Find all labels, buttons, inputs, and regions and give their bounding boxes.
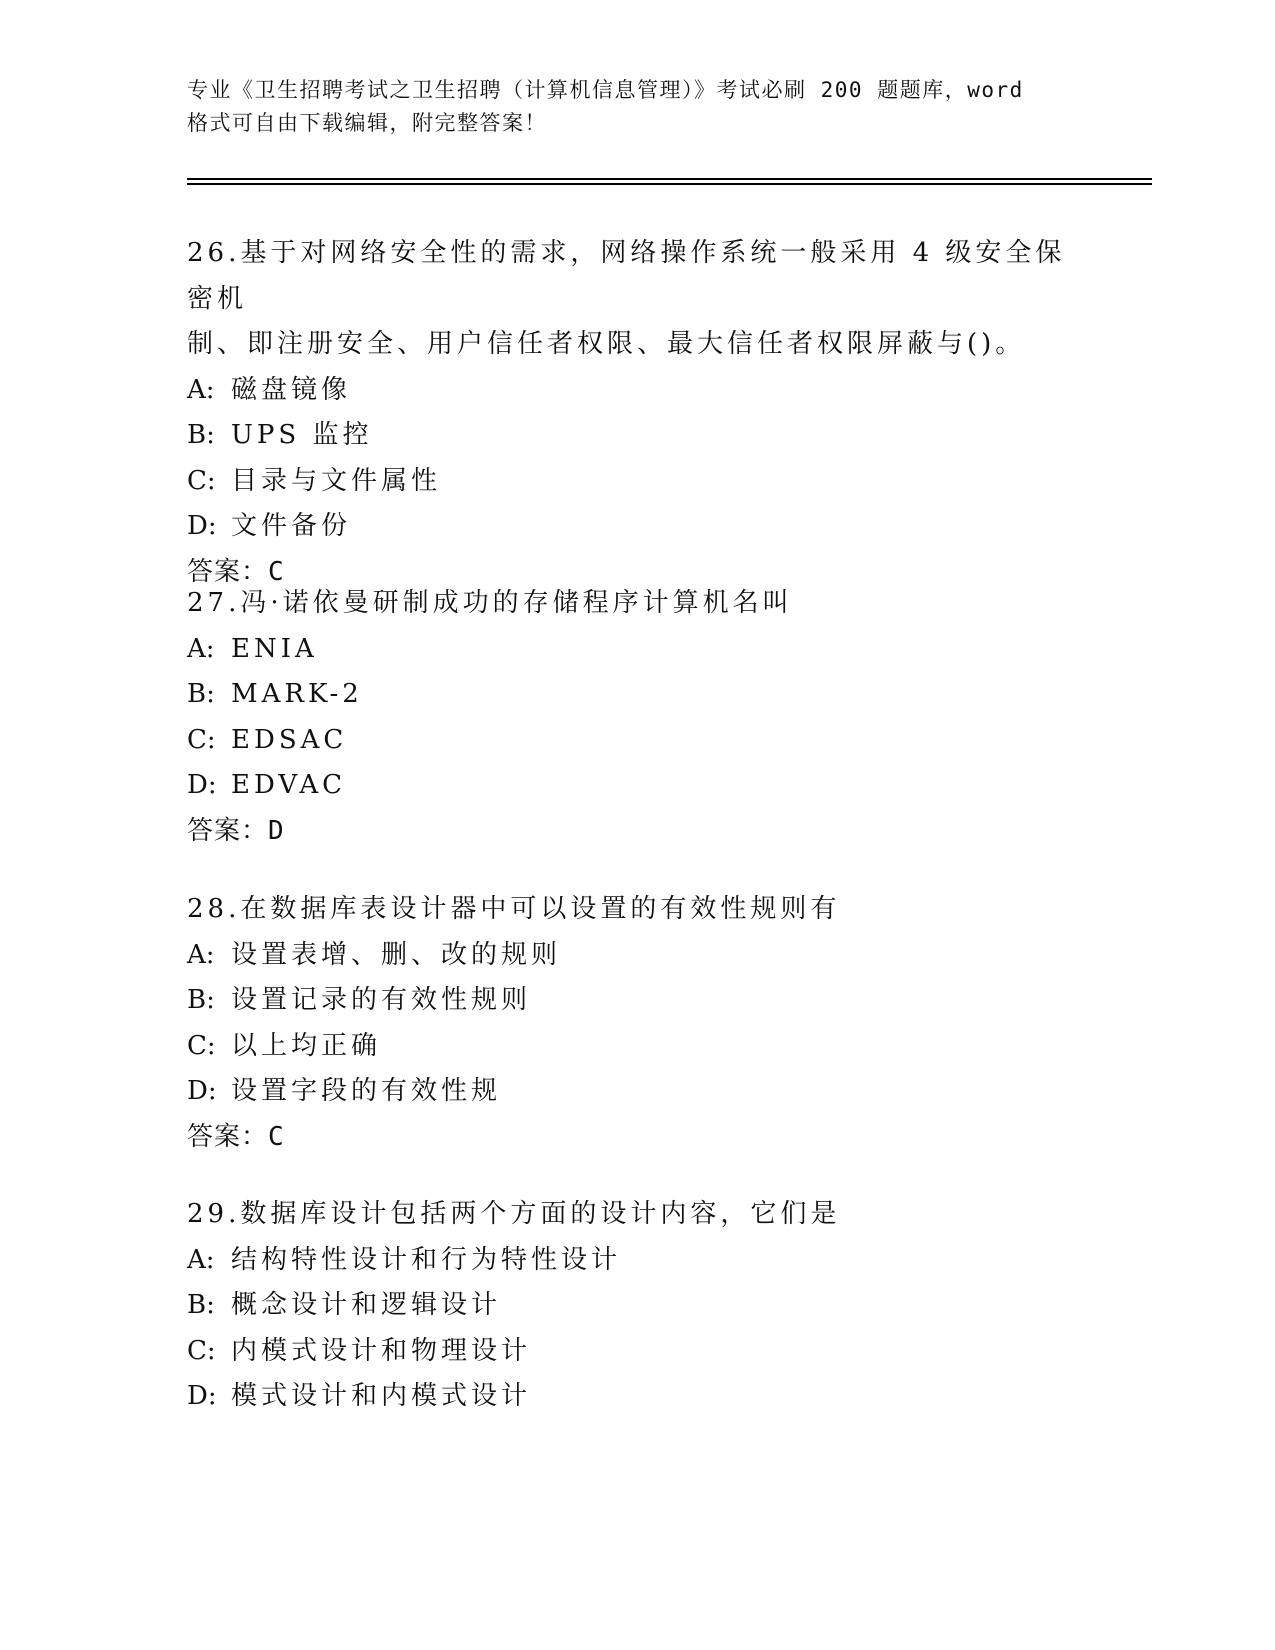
option-letter: C:	[187, 724, 216, 755]
option-letter: B:	[187, 679, 215, 709]
option-d	[187, 504, 1087, 550]
question-26	[187, 231, 1087, 595]
header-divider-top	[187, 178, 1152, 180]
option-b	[187, 413, 1087, 459]
option-text: 以上均正确	[231, 1030, 382, 1061]
option-letter: D:	[187, 1076, 217, 1106]
option-letter: D:	[187, 1381, 217, 1411]
option-letter: A:	[187, 374, 215, 405]
option-letter: A:	[187, 939, 215, 970]
option-letter: D:	[187, 770, 217, 800]
answer-line: 答案：C	[187, 1121, 285, 1152]
header-line-1: 专业《卫生招聘考试之卫生招聘（计算机信息管理）》考试必刷 200 题题库，word	[187, 78, 1024, 102]
option-c	[187, 1024, 1087, 1070]
option-text: 内模式设计和物理设计	[231, 1335, 532, 1366]
option-b	[187, 978, 1087, 1024]
option-text: 文件备份	[231, 511, 352, 541]
option-a	[187, 1238, 1087, 1284]
option-text: 目录与文件属性	[231, 465, 442, 496]
header-line-2: 格式可自由下载编辑，附完整答案！	[187, 111, 547, 135]
question-stem-line-1: 26.基于对网络安全性的需求，网络操作系统一般采用 4 级安全保密机	[187, 238, 1066, 314]
document-header	[187, 74, 1087, 140]
option-a	[187, 368, 1087, 414]
option-c	[187, 459, 1087, 505]
question-stem-line-1: 28.在数据库表设计器中可以设置的有效性规则有	[187, 894, 841, 924]
option-d	[187, 1374, 1087, 1420]
option-text: EDVAC	[231, 770, 347, 800]
option-text: 设置字段的有效性规	[231, 1076, 502, 1106]
option-text: 设置记录的有效性规则	[231, 985, 532, 1015]
option-text: MARK-2	[231, 679, 363, 709]
option-b	[187, 1283, 1087, 1329]
option-text: 模式设计和内模式设计	[231, 1381, 532, 1411]
answer-line: 答案：C	[187, 556, 285, 587]
option-letter: A:	[187, 1244, 215, 1275]
option-letter: D:	[187, 511, 217, 541]
option-text: 概念设计和逻辑设计	[231, 1290, 502, 1320]
option-d	[187, 763, 1087, 809]
answer-line: 答案：D	[187, 815, 285, 846]
question-28	[187, 887, 1087, 1160]
option-text: 设置表增、删、改的规则	[231, 939, 562, 970]
option-b	[187, 672, 1087, 718]
question-stem-line-1: 29.数据库设计包括两个方面的设计内容，它们是	[187, 1199, 841, 1229]
header-divider-bottom	[187, 183, 1152, 185]
option-text: 结构特性设计和行为特性设计	[231, 1244, 622, 1275]
question-stem-line-2: 制、即注册安全、用户信任者权限、最大信任者权限屏蔽与()。	[187, 329, 1026, 359]
option-letter: C:	[187, 1335, 216, 1366]
option-text: 磁盘镜像	[231, 374, 352, 405]
option-c	[187, 1329, 1087, 1375]
option-letter: C:	[187, 465, 216, 496]
option-letter: B:	[187, 1290, 215, 1320]
option-c	[187, 718, 1087, 764]
option-text: EDSAC	[231, 724, 348, 755]
option-text: UPS 监控	[231, 420, 373, 450]
option-letter: C:	[187, 1030, 216, 1061]
option-letter: A:	[187, 633, 215, 664]
option-letter: B:	[187, 985, 215, 1015]
question-29	[187, 1192, 1087, 1420]
option-a	[187, 933, 1087, 979]
question-27	[187, 581, 1087, 854]
option-text: ENIA	[231, 633, 318, 664]
question-stem-line-1: 27.冯·诺依曼研制成功的存储程序计算机名叫	[187, 588, 793, 618]
option-letter: B:	[187, 420, 215, 450]
option-d	[187, 1069, 1087, 1115]
option-a	[187, 627, 1087, 673]
